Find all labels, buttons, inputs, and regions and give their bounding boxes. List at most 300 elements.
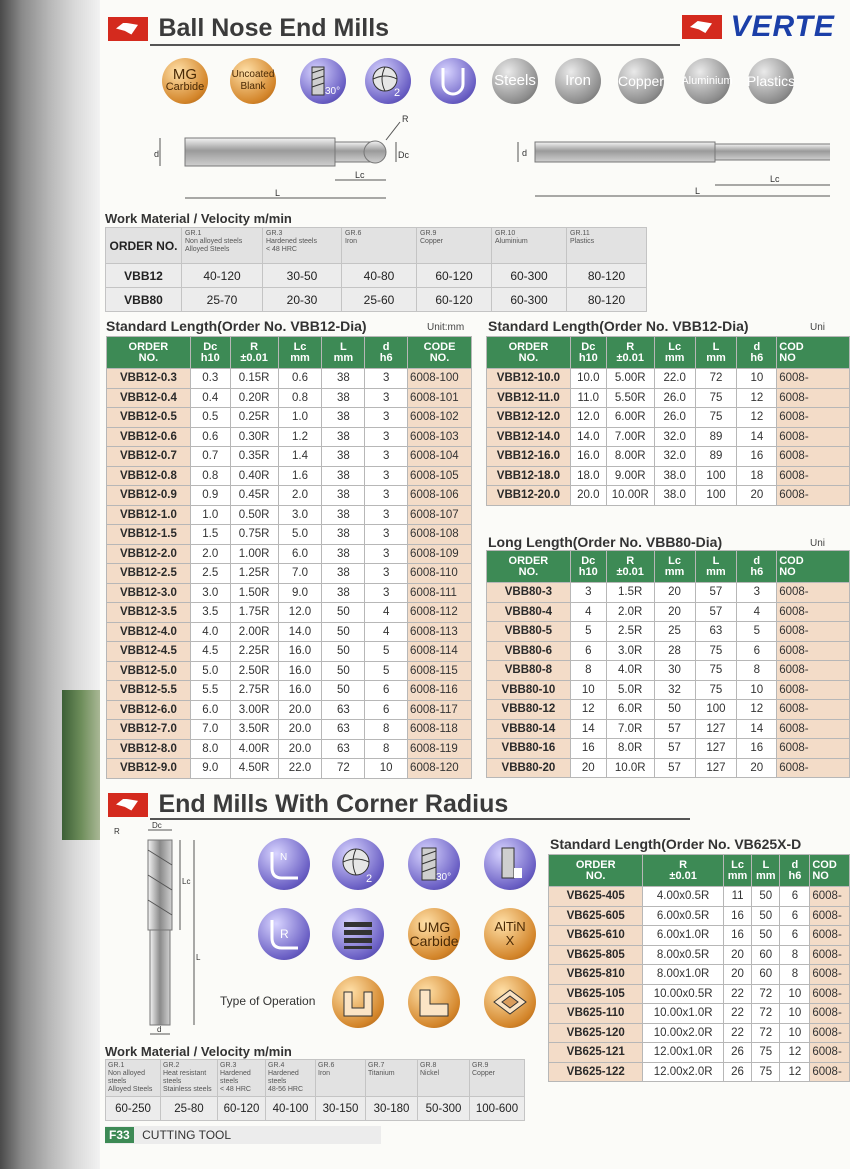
order-no-cell: VBB12-0.5 [107, 408, 191, 428]
svg-text:L: L [695, 186, 701, 196]
value-cell: 38 [322, 427, 365, 447]
col-order: ORDER NO. [487, 551, 571, 583]
side-milling-icon [408, 976, 460, 1028]
value-cell: 1.75R [230, 603, 278, 623]
value-cell: 3 [570, 583, 606, 603]
value-cell: 75 [695, 408, 737, 428]
brand-logo-icon [682, 15, 722, 39]
order-no-cell: VBB80-20 [487, 758, 571, 778]
value-cell: 3 [365, 564, 408, 584]
order-no-cell: VBB12-0.9 [107, 486, 191, 506]
value-cell: 4.0 [190, 622, 230, 642]
value-cell: 75 [695, 388, 737, 408]
col-lc: Lc mm [654, 337, 695, 369]
col-dc: Dc h10 [190, 337, 230, 369]
value-cell: 10 [365, 759, 408, 779]
value-cell: 72 [752, 1004, 780, 1024]
value-cell: 5 [570, 622, 606, 642]
value-cell: 0.50R [230, 505, 278, 525]
page-footer [105, 1126, 381, 1144]
value-cell: 6 [780, 887, 810, 907]
value-cell: 30 [654, 661, 695, 681]
value-cell: 6.0 [190, 700, 230, 720]
value-cell: 6.00x0.5R [643, 906, 724, 926]
code-no-cell: 6008-103 [408, 427, 472, 447]
value-cell: 0.25R [230, 408, 278, 428]
value-cell: 50 [322, 661, 365, 681]
value-cell: 2.5 [190, 564, 230, 584]
value-cell: 10.00x2.0R [643, 1023, 724, 1043]
value-cell: 1.0 [278, 408, 322, 428]
table-row [107, 720, 472, 740]
value-cell: 57 [654, 719, 695, 739]
svg-text:L: L [196, 953, 201, 962]
table-row [107, 486, 472, 506]
value-cell: 3 [365, 447, 408, 467]
section-header-corner-radius [108, 790, 508, 819]
value-cell: 57 [695, 583, 737, 603]
value-cell: 20.0 [278, 739, 322, 759]
table-row [549, 1023, 850, 1043]
value-cell: 0.45R [230, 486, 278, 506]
table-row [107, 466, 472, 486]
value-cell: 25 [654, 622, 695, 642]
value-cell: 10 [780, 1023, 810, 1043]
svg-text:R: R [114, 827, 120, 836]
value-cell: 5.50R [606, 388, 654, 408]
svg-text:Dc: Dc [152, 821, 162, 830]
value-cell: 3 [365, 486, 408, 506]
value-cell: 6 [780, 906, 810, 926]
order-no-cell: VBB12-0.8 [107, 466, 191, 486]
value-cell: 3 [365, 466, 408, 486]
value-cell: 57 [654, 739, 695, 759]
value-cell: 10 [780, 984, 810, 1004]
value-cell: 28 [654, 641, 695, 661]
order-no-cell: VBB12-1.5 [107, 525, 191, 545]
table-row [487, 369, 850, 389]
pocketing-icon [484, 976, 536, 1028]
col-code: COD NO [810, 855, 850, 887]
value-cell: 2.0 [278, 486, 322, 506]
velocity-cell: 40-120 [182, 264, 263, 288]
order-no-cell: VBB12-2.0 [107, 544, 191, 564]
col-l: L mm [752, 855, 780, 887]
code-no-cell: 6008-105 [408, 466, 472, 486]
code-no-cell: 6008- [810, 1043, 850, 1063]
two-flute-icon [365, 58, 411, 104]
value-cell: 6 [365, 681, 408, 701]
value-cell: 26.0 [654, 388, 695, 408]
table-row [549, 1004, 850, 1024]
group-header: GR.9 Copper [470, 1060, 525, 1097]
value-cell: 8 [365, 739, 408, 759]
col-l: L mm [322, 337, 365, 369]
long-length-table [486, 550, 850, 778]
table-row [487, 388, 850, 408]
svg-text:2: 2 [366, 873, 373, 885]
order-cell: VBB12 [106, 264, 182, 288]
value-cell: 14 [737, 427, 777, 447]
table-row [487, 680, 850, 700]
value-cell: 38 [322, 505, 365, 525]
book-spine [0, 0, 100, 1169]
table-row [107, 759, 472, 779]
value-cell: 12 [780, 1062, 810, 1082]
code-no-cell: 6008-101 [408, 388, 472, 408]
value-cell: 10.0 [570, 369, 606, 389]
value-cell: 20.0 [570, 486, 606, 506]
value-cell: 72 [752, 984, 780, 1004]
value-cell: 20.0 [278, 700, 322, 720]
value-cell: 8 [737, 661, 777, 681]
value-cell: 60 [752, 945, 780, 965]
velocity-cell: 60-300 [492, 288, 567, 312]
col-l: L mm [695, 551, 737, 583]
value-cell: 5.00R [606, 369, 654, 389]
svg-text:Lc: Lc [355, 170, 365, 180]
group-header: GR.4 Hardened steels 48-56 HRC [266, 1060, 316, 1097]
value-cell: 1.6 [278, 466, 322, 486]
col-order: ORDER NO. [107, 337, 191, 369]
value-cell: 4 [365, 622, 408, 642]
table-row [549, 887, 850, 907]
code-no-cell: 6008-118 [408, 720, 472, 740]
value-cell: 5 [737, 622, 777, 642]
table-row [487, 641, 850, 661]
code-no-cell: 6008-111 [408, 583, 472, 603]
value-cell: 12 [570, 700, 606, 720]
plastics-icon: Plastics [748, 58, 794, 104]
title-underline [150, 44, 680, 46]
code-no-cell: 6008- [810, 1004, 850, 1024]
value-cell: 32 [654, 680, 695, 700]
value-cell: 75 [695, 661, 737, 681]
value-cell: 6 [737, 641, 777, 661]
value-cell: 6 [570, 641, 606, 661]
order-no-cell: VB625-805 [549, 945, 643, 965]
svg-text:30°: 30° [436, 872, 452, 883]
order-no-cell: VBB12-18.0 [487, 466, 571, 486]
code-no-cell: 6008- [777, 680, 850, 700]
value-cell: 16 [723, 926, 751, 946]
group-header: GR.1 Non alloyed steels Alloyed Steels [106, 1060, 161, 1097]
code-no-cell: 6008-119 [408, 739, 472, 759]
value-cell: 0.3 [190, 369, 230, 389]
col-order: ORDER NO. [549, 855, 643, 887]
value-cell: 72 [695, 369, 737, 389]
value-cell: 1.50R [230, 583, 278, 603]
value-cell: 6.00R [606, 408, 654, 428]
group-header: GR.2 Heat resistant steels Stainless steels [161, 1060, 218, 1097]
velocity-cell: 40-100 [266, 1097, 316, 1121]
table-row [107, 447, 472, 467]
value-cell: 20 [737, 758, 777, 778]
group-header: GR.11 Plastics [567, 228, 647, 264]
ball-nose-icon [430, 58, 476, 104]
order-no-cell: VBB80-10 [487, 680, 571, 700]
group-header: GR.3 Hardened steels < 48 HRC [218, 1060, 266, 1097]
value-cell: 16.0 [570, 447, 606, 467]
table-row [549, 984, 850, 1004]
order-no-cell: VBB12-10.0 [487, 369, 571, 389]
value-cell: 57 [654, 758, 695, 778]
value-cell: 4 [737, 602, 777, 622]
table-row [549, 926, 850, 946]
col-lc: Lc mm [723, 855, 751, 887]
aluminium-icon: Aluminium [684, 58, 730, 104]
col-code: COD NO [777, 551, 850, 583]
code-no-cell: 6008-104 [408, 447, 472, 467]
value-cell: 63 [695, 622, 737, 642]
mg-carbide-icon: MG Carbide [162, 58, 208, 104]
order-no-cell: VBB80-5 [487, 622, 571, 642]
value-cell: 8.00x1.0R [643, 965, 724, 985]
col-r: R ±0.01 [606, 551, 654, 583]
std-length-right-table [486, 336, 850, 506]
table-row [487, 602, 850, 622]
value-cell: 0.20R [230, 388, 278, 408]
long-end-mill-drawing [518, 142, 830, 196]
table-row [107, 681, 472, 701]
value-cell: 20 [723, 965, 751, 985]
value-cell: 12.0 [278, 603, 322, 623]
value-cell: 5.0 [190, 661, 230, 681]
spine-tab [62, 690, 100, 840]
helix-30-icon [408, 838, 460, 890]
velocity-cell: 100-600 [470, 1097, 525, 1121]
svg-text:R: R [402, 114, 409, 124]
value-cell: 4 [570, 602, 606, 622]
value-cell: 2.0R [606, 602, 654, 622]
value-cell: 14 [737, 719, 777, 739]
page-number: F33 [105, 1127, 134, 1143]
value-cell: 22 [723, 984, 751, 1004]
table-row [107, 427, 472, 447]
order-no-cell: VBB12-3.0 [107, 583, 191, 603]
value-cell: 0.15R [230, 369, 278, 389]
velocity-cell: 30-50 [263, 264, 342, 288]
work-material-title: Work Material / Velocity m/min [105, 211, 292, 226]
code-no-cell: 6008-115 [408, 661, 472, 681]
value-cell: 16.0 [278, 642, 322, 662]
table-row [107, 544, 472, 564]
table-row [549, 965, 850, 985]
code-no-cell: 6008- [777, 602, 850, 622]
value-cell: 63 [322, 700, 365, 720]
value-cell: 72 [322, 759, 365, 779]
value-cell: 38 [322, 564, 365, 584]
table-row [487, 700, 850, 720]
table-row [107, 739, 472, 759]
value-cell: 57 [695, 602, 737, 622]
value-cell: 50 [322, 603, 365, 623]
unit-label: Uni [810, 538, 826, 549]
corner-r-icon [258, 908, 310, 960]
col-code: CODE NO. [408, 337, 472, 369]
catalog-page [100, 0, 850, 1169]
value-cell: 3 [365, 505, 408, 525]
order-no-cell: VBB80-6 [487, 641, 571, 661]
order-no-cell: VB625-121 [549, 1043, 643, 1063]
value-cell: 4.00x0.5R [643, 887, 724, 907]
value-cell: 38.0 [654, 486, 695, 506]
table-row [107, 642, 472, 662]
group-header: GR.9 Copper [417, 228, 492, 264]
value-cell: 12 [737, 700, 777, 720]
value-cell: 26.0 [654, 408, 695, 428]
col-dc: Dc h10 [570, 337, 606, 369]
velocity-cell: 60-250 [106, 1097, 161, 1121]
value-cell: 8 [570, 661, 606, 681]
code-no-cell: 6008- [810, 906, 850, 926]
table-row [487, 466, 850, 486]
code-no-cell: 6008- [777, 641, 850, 661]
corner-table-title: Standard Length(Order No. VB625X-D [550, 836, 802, 852]
value-cell: 26 [723, 1043, 751, 1063]
code-no-cell: 6008-106 [408, 486, 472, 506]
group-header: GR.6 Iron [316, 1060, 366, 1097]
velocity-cell: 20-30 [263, 288, 342, 312]
work-material-2-table [105, 1059, 525, 1121]
value-cell: 0.4 [190, 388, 230, 408]
order-no-cell: VBB12-5.0 [107, 661, 191, 681]
table-row [107, 505, 472, 525]
code-no-cell: 6008- [810, 926, 850, 946]
table-row [549, 945, 850, 965]
value-cell: 38 [322, 583, 365, 603]
end-cut-icon [484, 838, 536, 890]
value-cell: 89 [695, 427, 737, 447]
value-cell: 2.00R [230, 622, 278, 642]
code-no-cell: 6008- [810, 965, 850, 985]
value-cell: 38 [322, 486, 365, 506]
value-cell: 2.25R [230, 642, 278, 662]
value-cell: 16 [737, 739, 777, 759]
value-cell: 14 [570, 719, 606, 739]
helix-30-icon [300, 58, 346, 104]
value-cell: 4.5 [190, 642, 230, 662]
order-no-cell: VBB12-20.0 [487, 486, 571, 506]
slotting-icon [332, 976, 384, 1028]
table-row [106, 264, 647, 288]
value-cell: 7.0R [606, 719, 654, 739]
code-no-cell: 6008- [777, 622, 850, 642]
table-row [107, 369, 472, 389]
order-no-cell: VBB80-12 [487, 700, 571, 720]
value-cell: 0.8 [190, 466, 230, 486]
value-cell: 3.0 [278, 505, 322, 525]
value-cell: 20 [570, 758, 606, 778]
iron-icon: Iron [555, 58, 601, 104]
value-cell: 16.0 [278, 661, 322, 681]
value-cell: 22.0 [278, 759, 322, 779]
order-no-cell: VB625-120 [549, 1023, 643, 1043]
value-cell: 20.0 [278, 720, 322, 740]
table-row [487, 719, 850, 739]
order-no-cell: VBB12-0.3 [107, 369, 191, 389]
order-no-cell: VBB12-0.6 [107, 427, 191, 447]
table-row [487, 583, 850, 603]
order-no-cell: VBB12-0.7 [107, 447, 191, 467]
code-no-cell: 6008- [777, 758, 850, 778]
table-row [107, 388, 472, 408]
code-no-cell: 6008- [810, 945, 850, 965]
value-cell: 0.30R [230, 427, 278, 447]
value-cell: 12 [737, 388, 777, 408]
velocity-cell: 30-180 [366, 1097, 418, 1121]
value-cell: 20 [737, 486, 777, 506]
corner-n-icon [258, 838, 310, 890]
code-no-cell: 6008- [777, 700, 850, 720]
value-cell: 3.0R [606, 641, 654, 661]
order-no-cell: VB625-105 [549, 984, 643, 1004]
value-cell: 12.00x2.0R [643, 1062, 724, 1082]
code-no-cell: 6008- [777, 486, 850, 506]
value-cell: 38 [322, 408, 365, 428]
value-cell: 20 [654, 602, 695, 622]
value-cell: 50 [752, 887, 780, 907]
value-cell: 75 [695, 680, 737, 700]
umg-carbide-icon: UMG Carbide [408, 908, 460, 960]
value-cell: 14.0 [278, 622, 322, 642]
value-cell: 9.00R [606, 466, 654, 486]
value-cell: 4.50R [230, 759, 278, 779]
col-r: R ±0.01 [230, 337, 278, 369]
table-row [107, 583, 472, 603]
svg-text:L: L [275, 188, 281, 198]
table-row [107, 603, 472, 623]
table-row [549, 1062, 850, 1082]
code-no-cell: 6008-112 [408, 603, 472, 623]
value-cell: 72 [752, 1023, 780, 1043]
order-no-cell: VBB12-2.5 [107, 564, 191, 584]
corner-radius-drawing [110, 820, 230, 1040]
order-no-cell: VB625-405 [549, 887, 643, 907]
table-row [107, 564, 472, 584]
table-row [549, 906, 850, 926]
code-no-cell: 6008- [777, 466, 850, 486]
code-no-cell: 6008- [810, 887, 850, 907]
value-cell: 1.00R [230, 544, 278, 564]
table-row [487, 758, 850, 778]
table-row [107, 700, 472, 720]
group-header: GR.3 Hardened steels < 48 HRC [263, 228, 342, 264]
value-cell: 75 [695, 641, 737, 661]
value-cell: 38 [322, 388, 365, 408]
svg-text:Lc: Lc [182, 877, 191, 886]
value-cell: 3 [737, 583, 777, 603]
velocity-cell: 80-120 [567, 288, 647, 312]
value-cell: 16 [723, 906, 751, 926]
svg-text:Lc: Lc [770, 174, 780, 184]
code-no-cell: 6008-110 [408, 564, 472, 584]
code-no-cell: 6008- [777, 427, 850, 447]
code-no-cell: 6008- [777, 583, 850, 603]
value-cell: 127 [695, 739, 737, 759]
col-d: d h6 [365, 337, 408, 369]
order-no-cell: VBB12-16.0 [487, 447, 571, 467]
value-cell: 63 [322, 739, 365, 759]
code-no-cell: 6008- [810, 1023, 850, 1043]
col-dc: Dc h10 [570, 551, 606, 583]
code-no-cell: 6008- [777, 408, 850, 428]
order-no-cell: VBB80-8 [487, 661, 571, 681]
value-cell: 38 [322, 369, 365, 389]
velocity-cell: 60-120 [417, 288, 492, 312]
col-r: R ±0.01 [606, 337, 654, 369]
code-no-cell: 6008-116 [408, 681, 472, 701]
